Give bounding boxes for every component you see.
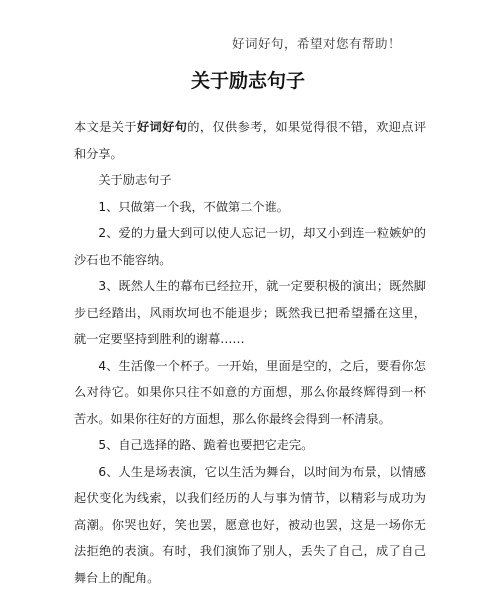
- paragraph-item: 2、爱的力量大到可以使人忘记一切，却又小到连一粒嫉妒的沙石也不能容纳。: [74, 220, 426, 273]
- paragraph-item: 4、生活像一个杯子。一开始，里面是空的，之后，要看你怎么对待它。如果你只往不如意的方面想，那么你最终辉得到一杯苦水。如果你往好的方面想，那么你最终会得到一杯清泉。: [74, 353, 426, 433]
- document-title: 关于励志句子: [0, 66, 496, 93]
- intro-suffix: 的，仅供参考，如果觉得很不错，欢迎点评和分享。: [74, 120, 426, 161]
- document-body: [74, 114, 426, 591]
- paragraph-item: 5、自己选择的路、跪着也要把它走完。: [74, 432, 426, 459]
- intro-prefix: 本文是关于: [74, 120, 137, 134]
- paragraph-item: 1、只做第一个我，不做第二个谁。: [74, 194, 426, 221]
- section-heading: 关于励志句子: [74, 167, 426, 194]
- paragraph-item: 3、既然人生的幕布已经拉开，就一定要积极的演出；既然脚步已经踏出，风雨坎坷也不能退步；既然我已把希望播在这里，就一定要坚持到胜利的谢幕……: [74, 273, 426, 353]
- intro-paragraph: [74, 114, 426, 167]
- header-tagline: 好词好句，希望对您有帮助！: [232, 34, 401, 52]
- paragraph-item: 6、人生是场表演，它以生活为舞台，以时间为布景，以情感起伏变化为线索，以我们经历的人与事为情节，以精彩与成功为高潮。你哭也好，笑也罢，愿意也好，被动也罢，这是一场你无法拒绝的表演。有时，我们演饰了别人，丢失了自己，成了自己舞台上的配角。: [74, 459, 426, 591]
- intro-keyword: 好词好句: [137, 120, 187, 134]
